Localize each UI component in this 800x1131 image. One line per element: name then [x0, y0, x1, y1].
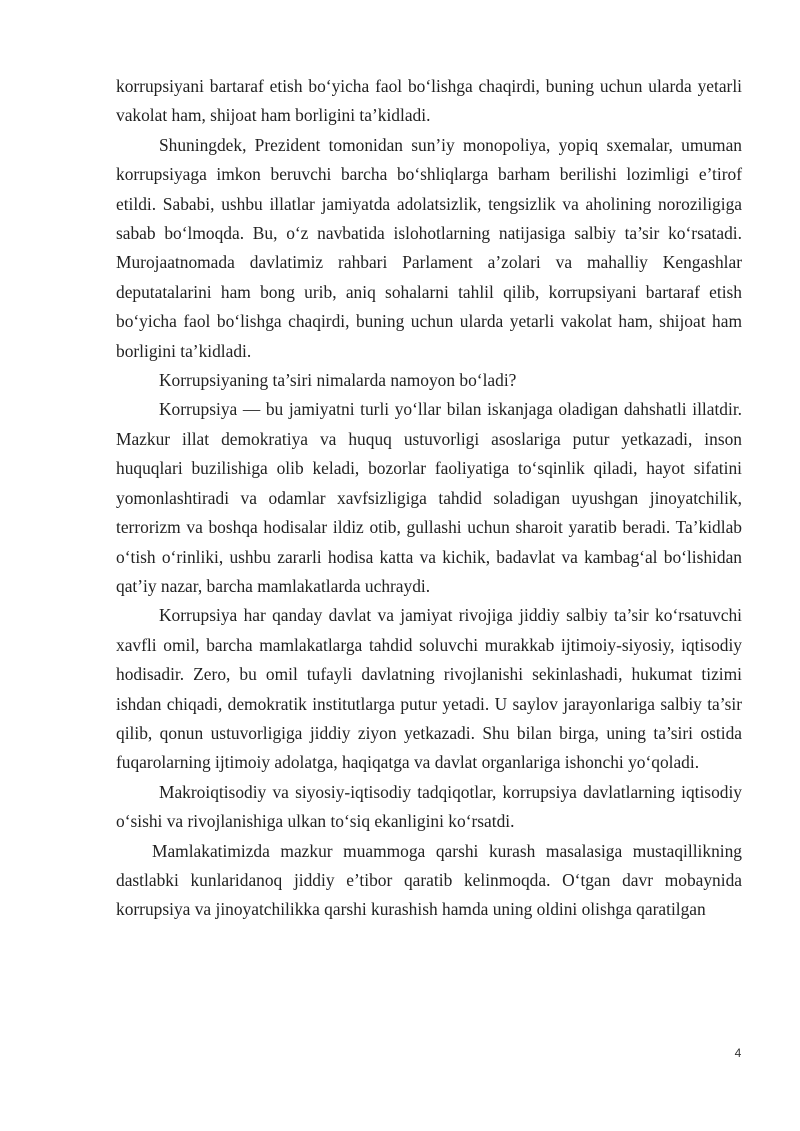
paragraph-5: Korrupsiya har qanday davlat va jamiyat rivojiga jiddiy salbiy ta’sir ko‘rsatuvchi xavfli omil, barcha mamlakatlarga tahdid soluvchi murakkab ijtimoiy-siyosiy, iqtisodiy hodisadir. Zero, bu omil tufayli davlatning rivojlanishi sekinlashadi, hukumat tizimi ishdan chiqadi, demokratik institutlarga putur yetadi. U saylov jarayonlariga salbiy ta’sir qilib, qonun ustuvorligiga jiddiy ziyon yetkazadi. Shu bilan birga, uning ta’siri ostida fuqarolarning ijtimoiy adolatga, haqiqatga va davlat organlariga ishonchi yo‘qoladi.	[116, 605, 742, 773]
paragraph-3-question: Korrupsiyaning ta’siri nimalarda namoyon bo‘ladi?	[159, 370, 517, 391]
paragraph-1: korrupsiyani bartaraf etish bo‘yicha faol bo‘lishga chaqirdi, buning uchun ularda yetarli vakolat ham, shijoat ham borligini ta’kidladi.	[116, 76, 742, 126]
paragraph-2: Shuningdek, Prezident tomonidan sun’iy monopoliya, yopiq sxemalar, umuman korrupsiyaga imkon beruvchi barcha bo‘shliqlarga barham berilishi lozimligi e’tirof etildi. Sababi, ushbu illatlar jamiyatda adolatsizlik, tengsizlik va aholining noroziligiga sabab bo‘lmoqda. Bu, o‘z navbatida islohotlarning natijasiga salbiy ta’sir ko‘rsatadi. Murojaatnomada davlatimiz rahbari Parlament a’zolari va mahalliy Kengashlar deputatalarini ham bong urib, aniq sohalarni tahlil qilib, korrupsiyani bartaraf etish bo‘yicha faol bo‘lishga chaqirdi, buning uchun ularda yetarli vakolat ham, shijoat ham borligini ta’kidladi.	[116, 134, 742, 361]
page-number: 4	[734, 1046, 742, 1060]
paragraph-4: Korrupsiya — bu jamiyatni turli yo‘llar bilan iskanjaga oladigan dahshatli illatdir. Mazkur illat demokratiya va huquq ustuvorligi asoslariga putur yetkazadi, inson huquqlari buzilishiga olib keladi, bozorlar faoliyatiga to‘sqinlik qiladi, hayot sifatini yomonlashtiradi va odamlar xavfsizligiga tahdid soladigan uyushgan jinoyatchilik, terrorizm va boshqa hodisalar ildiz otib, gullashi uchun sharoit yaratib beradi. Ta’kidlab o‘tish o‘rinliki, ushbu zararli hodisa katta va kichik, badavlat va kambag‘al bo‘lishidan qat’iy nazar, barcha mamlakatlarda uchraydi.	[116, 399, 742, 596]
document-body	[116, 72, 742, 925]
paragraph-6: Makroiqtisodiy va siyosiy-iqtisodiy tadqiqotlar, korrupsiya davlatlarning iqtisodiy o‘sishi va rivojlanishiga ulkan to‘siq ekanligini ko‘rsatdi.	[116, 781, 742, 832]
paragraph-7: Mamlakatimizda mazkur muammoga qarshi kurash masalasiga mustaqillikning dastlabki kunlaridanoq jiddiy e’tibor qaratib kelinmoqda. O‘tgan davr mobaynida korrupsiya va jinoyatchilikka qarshi kurashish hamda uning oldini olishga qaratilgan	[116, 840, 742, 920]
